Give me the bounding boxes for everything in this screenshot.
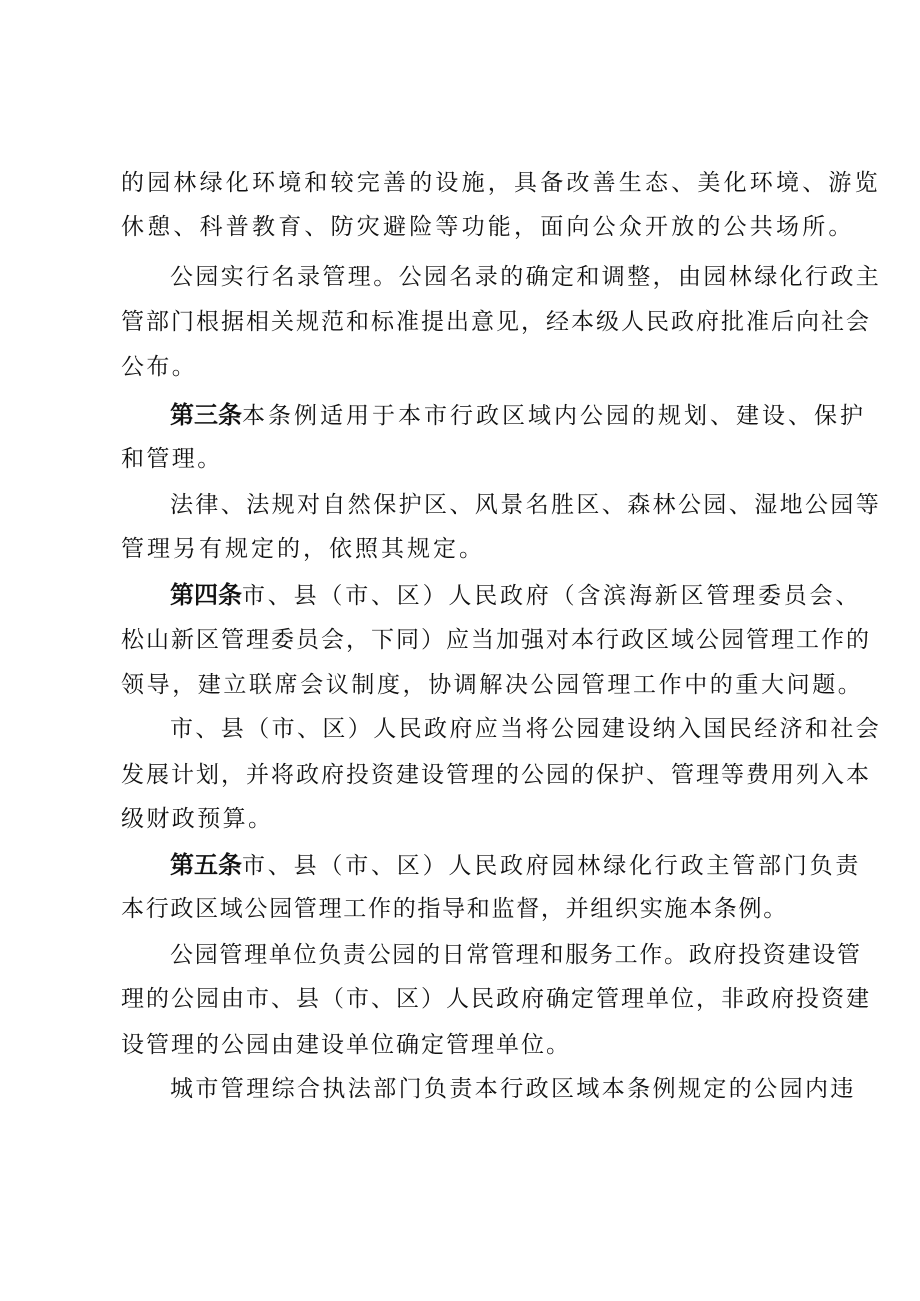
text-line [0, 979, 920, 1019]
line-text: 和管理。 [121, 446, 223, 472]
line-text: 松山新区管理委员会，下同）应当加强对本行政区域公园管理工作的 [121, 627, 871, 653]
line-text: 本条例适用于本市行政区域内公园的规划、建设、保护 [242, 403, 866, 429]
line-text: 领导，建立联席会议制度，协调解决公园管理工作中的重大问题。 [121, 672, 864, 698]
text-line [0, 485, 920, 525]
text-line [0, 163, 920, 203]
text-line [0, 207, 920, 247]
text-line [0, 620, 920, 660]
article-number: 第五条 [170, 851, 242, 879]
article-number: 第三条 [170, 401, 242, 429]
text-line [0, 935, 920, 975]
text-line [0, 257, 920, 297]
text-line [0, 799, 920, 839]
line-text: 市、县（市、区）人民政府应当将公园建设纳入国民经济和社会 [170, 716, 882, 742]
line-text: 市、县（市、区）人民政府（含滨海新区管理委员会、 [242, 583, 862, 609]
line-text: 休憩、科普教育、防灾避险等功能，面向公众开放的公共场所。 [121, 214, 855, 240]
text-line [0, 439, 920, 479]
text-line [0, 302, 920, 342]
text-line [0, 575, 920, 615]
line-text: 法律、法规对自然保护区、风景名胜区、森林公园、湿地公园等 [170, 492, 882, 518]
line-text: 公园管理单位负责公园的日常管理和服务工作。政府投资建设管 [170, 942, 862, 968]
text-line [0, 1069, 920, 1109]
text-line [0, 529, 920, 569]
line-text: 发展计划，并将政府投资建设管理的公园的保护、管理等费用列入本 [121, 762, 871, 788]
text-line [0, 845, 920, 885]
text-line [0, 1025, 920, 1065]
line-text: 设管理的公园由建设单位确定管理单位。 [121, 1032, 571, 1058]
text-line [0, 395, 920, 435]
line-text: 管理另有规定的，依照其规定。 [121, 536, 485, 562]
line-text: 管部门根据相关规范和标准提出意见，经本级人民政府批准后向社会 [121, 309, 871, 335]
line-text: 公布。 [121, 354, 198, 380]
line-text: 公园实行名录管理。公园名录的确定和调整，由园林绿化行政主 [170, 264, 882, 290]
text-line [0, 889, 920, 929]
line-text: 城市管理综合执法部门负责本行政区域本条例规定的公园内违 [170, 1076, 856, 1102]
text-line [0, 347, 920, 387]
line-text: 理的公园由市、县（市、区）人民政府确定管理单位，非政府投资建 [121, 986, 871, 1012]
article-number: 第四条 [170, 581, 242, 609]
text-line [0, 665, 920, 705]
line-text: 的园林绿化环境和较完善的设施，具备改善生态、美化环境、游览 [121, 170, 881, 196]
line-text: 市、县（市、区）人民政府园林绿化行政主管部门负责 [242, 853, 862, 879]
line-text: 级财政预算。 [121, 806, 274, 832]
text-line [0, 755, 920, 795]
line-text: 本行政区域公园管理工作的指导和监督，并组织实施本条例。 [121, 896, 788, 922]
text-line [0, 709, 920, 749]
